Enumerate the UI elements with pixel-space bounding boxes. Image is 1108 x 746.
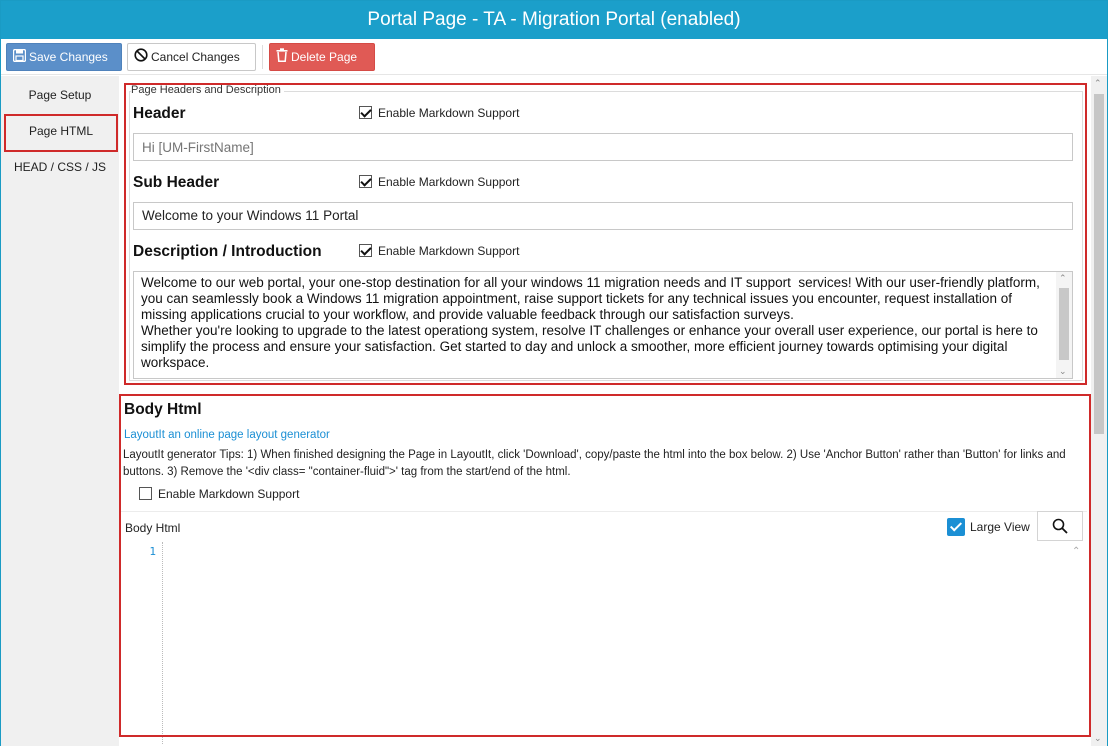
sidebar-item-head-css-js[interactable] — [1, 160, 119, 178]
sidebar-item-page-setup[interactable] — [1, 88, 119, 106]
trash-icon — [276, 45, 288, 71]
delete-page-label: Delete Page — [291, 50, 358, 64]
scroll-down-icon[interactable]: ⌄ — [1094, 733, 1102, 743]
sidebar-item-label: HEAD / CSS / JS — [13, 160, 107, 174]
description-label: Description / Introduction — [133, 243, 322, 260]
scroll-down-icon[interactable]: ⌄ — [1059, 366, 1067, 376]
body-markdown-label: Enable Markdown Support — [158, 487, 300, 501]
layoutit-link[interactable]: LayoutIt an online page layout generator — [124, 429, 330, 441]
sub-header-markdown-label: Enable Markdown Support — [378, 175, 520, 189]
layoutit-tips: LayoutIt generator Tips: 1) When finished designing the Page in LayoutIt, click 'Download', copy/paste the html into the box below. 2) Use 'Anchor Button' rather than 'Button' for links and buttons. 3) Remove the '<div class= "container-fluid">' tag from the start/end of the html. — [123, 449, 1066, 478]
highlight-headers-box — [124, 83, 1087, 385]
page-scrollbar[interactable] — [1091, 76, 1107, 746]
sidebar-item-label: Page HTML — [28, 124, 94, 138]
header-markdown-label: Enable Markdown Support — [378, 106, 520, 120]
large-view-label: Large View — [970, 520, 1030, 534]
save-changes-label: Save Changes — [29, 50, 108, 64]
delete-page-button[interactable] — [269, 43, 375, 71]
scroll-up-icon[interactable]: ⌃ — [1059, 273, 1067, 283]
description-text: Welcome to our web portal, your one-stop destination for all your windows 11 migration needs and IT support services! With our user-friendly platform, you can seamlessly book a Windows 11 migration appointment, raise support tickets for any technical issues you encounter, request installation of missing applications crucial to your workflow, and provide valuable feedback through our satisfaction surveys. Whether you're looking to upgrade to the latest operationg system, resolve IT challenges or enhance your overall user experience, our portal is here to simplify the process and ensure your satisfaction. Get started to day and unlock a smoother, more efficient journey towards optimising your digital workspace. — [141, 275, 1040, 370]
cancel-changes-button[interactable] — [127, 43, 256, 71]
toolbar — [1, 39, 1107, 75]
highlight-body-box — [119, 394, 1091, 737]
sidebar — [1, 76, 119, 746]
sidebar-item-page-html[interactable] — [4, 114, 118, 152]
scroll-thumb[interactable] — [1094, 94, 1104, 434]
header-label: Header — [133, 105, 186, 122]
body-html-editor-label: Body Html — [125, 521, 181, 535]
save-changes-button[interactable] — [6, 43, 122, 71]
page-headers-legend: Page Headers and Description — [131, 84, 284, 96]
body-html-title: Body Html — [124, 401, 202, 418]
save-icon — [13, 45, 26, 71]
line-number: 1 — [149, 545, 156, 558]
scroll-up-icon[interactable]: ⌃ — [1094, 78, 1102, 88]
description-markdown-label: Enable Markdown Support — [378, 244, 520, 258]
window-title: Portal Page - TA - Migration Portal (enabled) — [1, 1, 1107, 39]
cancel-changes-label: Cancel Changes — [151, 50, 240, 64]
sub-header-label: Sub Header — [133, 174, 220, 191]
sidebar-item-label: Page Setup — [28, 88, 92, 102]
cancel-icon — [134, 45, 148, 71]
toolbar-separator — [262, 45, 263, 69]
sub-header-input[interactable]: Welcome to your Windows 11 Portal — [133, 202, 1073, 230]
scroll-up-icon[interactable]: ⌃ — [1072, 546, 1081, 557]
